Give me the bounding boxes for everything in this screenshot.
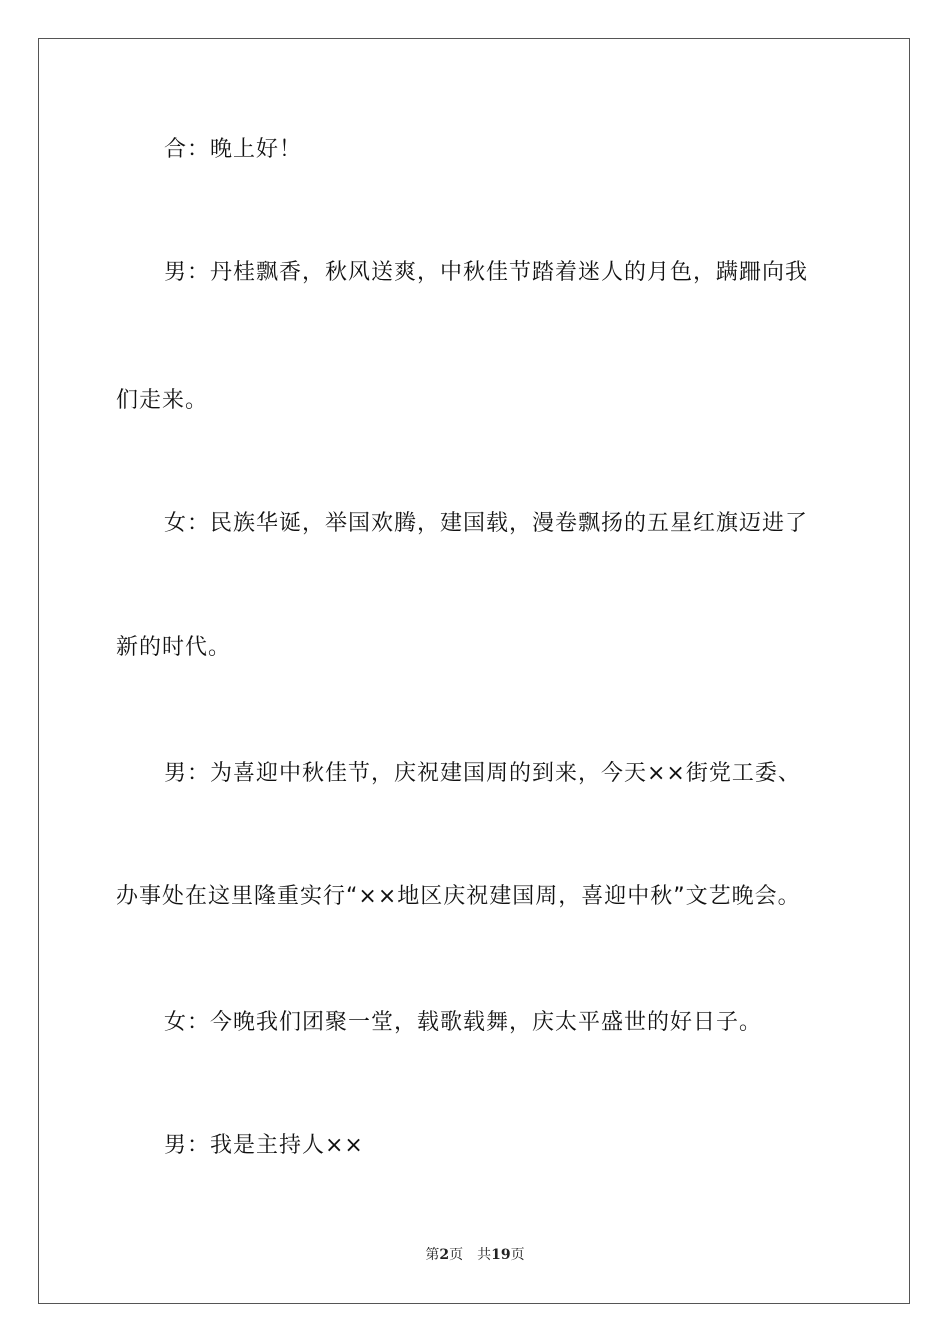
page-suffix: 页 [449, 1247, 464, 1263]
paragraph-line-6: 男：为喜迎中秋佳节，庆祝建国周的到来，今天××街党工委、 [164, 761, 801, 786]
page-prefix: 第 [425, 1247, 440, 1263]
paragraph-line-5: 新的时代。 [116, 635, 232, 660]
paragraph-line-8: 女：今晚我们团聚一堂，载歌载舞，庆太平盛世的好日子。 [164, 1010, 763, 1035]
total-prefix: 共 [477, 1247, 492, 1263]
paragraph-line-3: 们走来。 [116, 388, 209, 413]
paragraph-line-9: 男：我是主持人×× [164, 1133, 364, 1158]
paragraph-line-2: 男：丹桂飘香，秋风送爽，中秋佳节踏着迷人的月色，蹒跚向我 [164, 260, 809, 285]
page-border [38, 38, 910, 1304]
paragraph-line-1: 合：晚上好！ [164, 137, 303, 162]
paragraph-line-4: 女：民族华诞，举国欢腾，建国载，漫卷飘扬的五星红旗迈进了 [164, 511, 809, 536]
total-suffix: 页 [510, 1247, 525, 1263]
paragraph-line-7: 办事处在这里隆重实行“××地区庆祝建国周，喜迎中秋”文艺晚会。 [116, 884, 801, 909]
total-pages: 19 [491, 1247, 511, 1263]
page-footer [0, 1246, 950, 1264]
page-number: 2 [439, 1247, 450, 1263]
